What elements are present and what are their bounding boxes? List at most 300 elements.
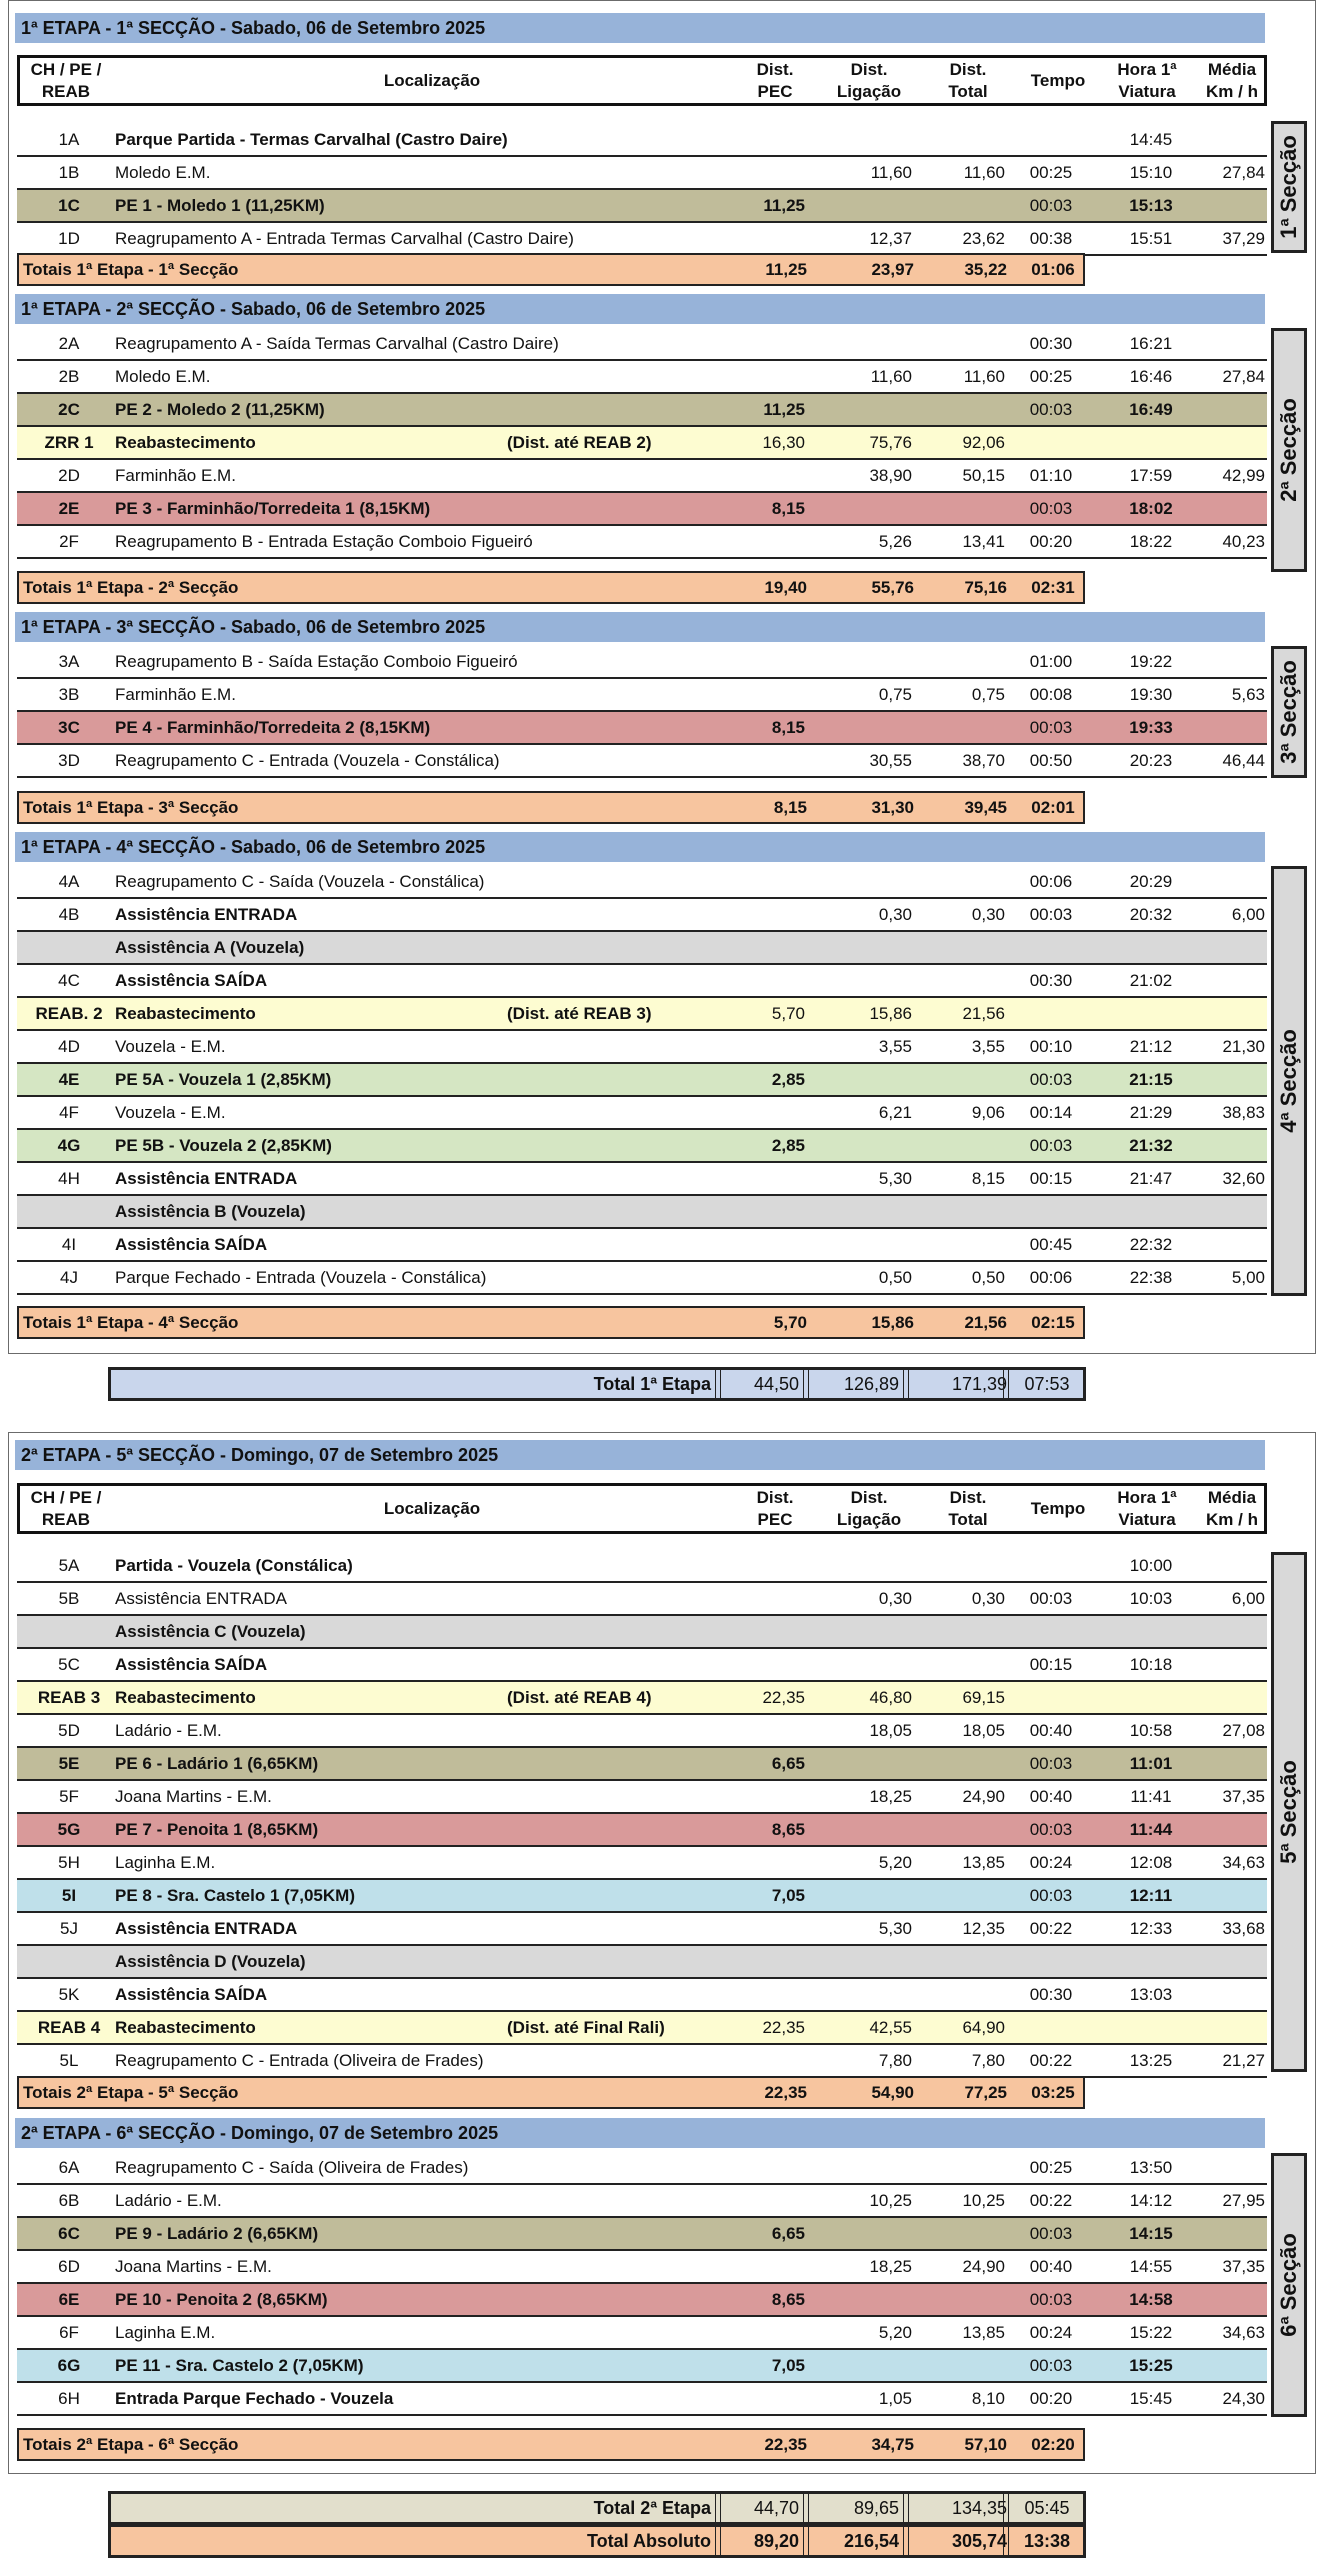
- cell-ch: 4F: [59, 1103, 79, 1122]
- cell-tempo: [1015, 2012, 1087, 2043]
- grand-separator: [803, 1370, 809, 1398]
- cell-tot: 0,50: [971, 1268, 1005, 1287]
- cell-media: [1199, 2152, 1265, 2183]
- cell-pec: [741, 1946, 805, 1977]
- table-row: [17, 361, 1267, 394]
- cell-hora: [1107, 2012, 1195, 2043]
- cell-tempo: 00:03: [1029, 1589, 1073, 1608]
- cell-lig: 5,20: [878, 1853, 912, 1872]
- cell-tot: [925, 932, 1005, 963]
- cell-pec: [741, 1550, 805, 1581]
- cell-tot: 3,55: [971, 1037, 1005, 1056]
- cell-hora: [1107, 427, 1195, 458]
- cell-media: 27,84: [1222, 367, 1265, 386]
- cell-ch: 5B: [58, 1589, 80, 1608]
- cell-tot: 10,25: [962, 2191, 1005, 2210]
- cell-tot: [925, 1880, 1005, 1911]
- cell-pec: 8,15: [771, 499, 805, 518]
- cell-hora: 12:33: [1129, 1919, 1173, 1938]
- cell-loc: Reabastecimento: [115, 2018, 256, 2037]
- table-row: [17, 1781, 1267, 1814]
- cell-lig: 5,30: [878, 1919, 912, 1938]
- cell-media: 34,63: [1222, 2323, 1265, 2342]
- cell-hora: 16:21: [1129, 334, 1173, 353]
- cell-lig: [822, 1748, 912, 1779]
- cell-loc: Joana Martins - E.M.: [115, 1787, 272, 1806]
- cell-media: [1199, 2350, 1265, 2381]
- table-row: [17, 1979, 1267, 2012]
- section-side-text: 6ª Secção: [1276, 2233, 1301, 2337]
- cell-media: 34,63: [1222, 1853, 1265, 1872]
- cell-tempo: 00:24: [1029, 1853, 1073, 1872]
- totals-label: Totais 2ª Etapa - 6ª Secção: [23, 2435, 239, 2454]
- totals-label: Totais 1ª Etapa - 2ª Secção: [23, 578, 239, 597]
- cell-tot: [925, 2284, 1005, 2315]
- totals-tempo: 02:31: [1031, 578, 1075, 597]
- cell-loc: Laginha E.M.: [115, 1853, 216, 1872]
- cell-tot: [925, 124, 1005, 155]
- cell-pec: [741, 2185, 805, 2216]
- cell-tempo: 00:20: [1029, 2389, 1073, 2408]
- cell-ch: 6G: [57, 2356, 81, 2375]
- cell-lig: 5,20: [878, 2323, 912, 2342]
- cell-hora: 10:58: [1129, 1721, 1173, 1740]
- cell-lig: [822, 646, 912, 677]
- grand-total-etapa1: [108, 1367, 1086, 1401]
- cell-media: [1199, 427, 1265, 458]
- section-totals-row: [17, 791, 1085, 824]
- cell-pec: [741, 223, 805, 254]
- cell-loc: Reagrupamento A - Entrada Termas Carvalhal (Castro Daire): [115, 229, 574, 248]
- cell-media: 37,35: [1222, 1787, 1265, 1806]
- cell-hora: 17:59: [1129, 466, 1173, 485]
- cell-hora: 15:51: [1129, 229, 1173, 248]
- cell-pec: [741, 866, 805, 897]
- cell-pec: 7,05: [771, 1886, 805, 1905]
- cell-tempo: 00:30: [1029, 1985, 1073, 2004]
- table-row: [17, 1064, 1267, 1097]
- cell-loc: Laginha E.M.: [115, 2323, 216, 2342]
- cell-tot: 11,60: [963, 367, 1005, 386]
- cell-ch: 2E: [58, 499, 80, 518]
- cell-hora: [1107, 1616, 1195, 1647]
- section-side-text: 3ª Secção: [1276, 660, 1301, 764]
- cell-lig: 1,05: [878, 2389, 912, 2408]
- totals-lig: 23,97: [871, 260, 914, 279]
- cell-tot: 64,90: [962, 2018, 1005, 2037]
- cell-ch: 1B: [58, 163, 80, 182]
- cell-loc: Reagrupamento C - Entrada (Oliveira de Frades): [115, 2051, 484, 2070]
- cell-hora: 21:02: [1129, 971, 1173, 990]
- cell-media: [1199, 998, 1265, 1029]
- cell-ch: 5A: [58, 1556, 80, 1575]
- cell-pec: [741, 157, 805, 188]
- cell-ch: REAB. 2: [35, 1004, 103, 1023]
- cell-ch: 2F: [59, 532, 79, 551]
- cell-loc: Farminhão E.M.: [115, 466, 236, 485]
- cell-ch: 1D: [58, 229, 80, 248]
- cell-lig: 5,30: [878, 1169, 912, 1188]
- table-row: [17, 2218, 1267, 2251]
- cell-lig: [822, 1064, 912, 1095]
- cell-hora: 18:22: [1129, 532, 1173, 551]
- cell-tempo: 00:03: [1029, 1820, 1073, 1839]
- grand-lig: 126,89: [843, 1374, 899, 1394]
- totals-tempo: 03:25: [1031, 2083, 1075, 2102]
- section-title-band: 2ª ETAPA - 5ª SECÇÃO - Domingo, 07 de Setembro 2025: [15, 1440, 1265, 1470]
- cell-loc: PE 5B - Vouzela 2 (2,85KM): [115, 1136, 332, 1155]
- cell-loc: Entrada Parque Fechado - Vouzela: [115, 2389, 394, 2408]
- totals-label: Totais 2ª Etapa - 5ª Secção: [23, 2083, 239, 2102]
- cell-tot: 0,30: [971, 905, 1005, 924]
- section-side-text: 5ª Secção: [1276, 1760, 1301, 1864]
- cell-media: [1199, 2284, 1265, 2315]
- cell-lig: [822, 124, 912, 155]
- table-row: [17, 1550, 1267, 1583]
- cell-media: [1199, 965, 1265, 996]
- cell-ch: 6B: [58, 2191, 80, 2210]
- grand-separator: [1003, 1370, 1009, 1398]
- column-header-loc: Localização: [383, 1498, 481, 1518]
- cell-media: [1199, 394, 1265, 425]
- section-title-band: 1ª ETAPA - 1ª SECÇÃO - Sabado, 06 de Setembro 2025: [15, 13, 1265, 43]
- cell-media: 6,00: [1231, 1589, 1265, 1608]
- cell-lig: 30,55: [869, 751, 912, 770]
- cell-ch: 6A: [58, 2158, 80, 2177]
- cell-note: (Dist. até REAB 3): [507, 1004, 652, 1023]
- cell-hora: 21:15: [1129, 1070, 1173, 1089]
- cell-tempo: 00:03: [1029, 905, 1073, 924]
- cell-lig: [822, 2284, 912, 2315]
- grand-tot: 305,74: [951, 2531, 1007, 2551]
- cell-tot: [925, 493, 1005, 524]
- cell-ch: 5G: [57, 1820, 81, 1839]
- column-header-media: Média Km / h: [1206, 1487, 1258, 1529]
- column-header: [17, 1483, 1267, 1534]
- cell-media: 21,27: [1222, 2051, 1265, 2070]
- cell-loc: Assistência ENTRADA: [115, 1589, 287, 1608]
- section-totals-row: [17, 2076, 1085, 2109]
- grand-separator: [715, 2527, 721, 2555]
- totals-lig: 55,76: [871, 578, 914, 597]
- cell-loc: PE 5A - Vouzela 1 (2,85KM): [115, 1070, 332, 1089]
- cell-ch: 5K: [58, 1985, 80, 2004]
- table-row: [17, 328, 1267, 361]
- cell-pec: [741, 1262, 805, 1293]
- cell-lig: [822, 328, 912, 359]
- section-totals-row: [17, 571, 1085, 604]
- grand-pec: 44,70: [753, 2498, 799, 2518]
- cell-tot: [925, 1748, 1005, 1779]
- cell-media: [1199, 1229, 1265, 1260]
- cell-pec: [741, 460, 805, 491]
- section-side-label: [1271, 646, 1307, 778]
- cell-tempo: 00:14: [1029, 1103, 1073, 1122]
- totals-pec: 19,40: [764, 578, 807, 597]
- cell-ch: 2D: [58, 466, 80, 485]
- cell-lig: 18,05: [869, 1721, 912, 1740]
- cell-hora: 20:23: [1129, 751, 1173, 770]
- cell-loc: Parque Partida - Termas Carvalhal (Castro Daire): [115, 130, 508, 149]
- section-side-label: [1271, 328, 1307, 572]
- cell-loc: PE 6 - Ladário 1 (6,65KM): [115, 1754, 319, 1773]
- cell-pec: [741, 1229, 805, 1260]
- cell-tot: 11,60: [963, 163, 1005, 182]
- cell-lig: 0,50: [878, 1268, 912, 1287]
- cell-hora: 10:03: [1129, 1589, 1173, 1608]
- cell-loc: Reagrupamento C - Saída (Oliveira de Frades): [115, 2158, 469, 2177]
- cell-tempo: 00:08: [1029, 685, 1073, 704]
- column-header-hora: Hora 1ª Viatura: [1117, 59, 1177, 101]
- section-totals-row: [17, 2428, 1085, 2461]
- totals-pec: 22,35: [764, 2083, 807, 2102]
- cell-lig: 38,90: [869, 466, 912, 485]
- cell-media: 6,00: [1231, 905, 1265, 924]
- grand-total-absoluto: [108, 2524, 1086, 2558]
- cell-tot: 13,41: [962, 532, 1005, 551]
- cell-loc: PE 1 - Moledo 1 (11,25KM): [115, 196, 325, 215]
- cell-tot: 8,15: [971, 1169, 1005, 1188]
- column-header-ch: CH / PE / REAB: [30, 1487, 102, 1529]
- totals-tot: 21,56: [964, 1313, 1007, 1332]
- cell-loc: PE 9 - Ladário 2 (6,65KM): [115, 2224, 319, 2243]
- cell-media: 27,84: [1222, 163, 1265, 182]
- cell-media: [1199, 1682, 1265, 1713]
- cell-tempo: 00:40: [1029, 1787, 1073, 1806]
- cell-lig: [822, 2218, 912, 2249]
- column-header-loc: Localização: [383, 70, 481, 90]
- cell-pec: [741, 1781, 805, 1812]
- table-row: [17, 1913, 1267, 1946]
- cell-lig: [822, 1196, 912, 1227]
- cell-tempo: [1015, 1946, 1087, 1977]
- table-row: [17, 1229, 1267, 1262]
- cell-media: [1199, 1748, 1265, 1779]
- cell-media: [1199, 1880, 1265, 1911]
- cell-pec: [741, 1979, 805, 2010]
- cell-loc: Assistência ENTRADA: [115, 905, 298, 924]
- table-row: [17, 2045, 1267, 2078]
- column-header-ch: CH / PE / REAB: [30, 59, 102, 101]
- grand-separator: [903, 2494, 909, 2522]
- cell-tot: 24,90: [962, 1787, 1005, 1806]
- cell-ch: 5D: [58, 1721, 80, 1740]
- cell-ch: 1A: [58, 130, 80, 149]
- cell-pec: 5,70: [771, 1004, 805, 1023]
- cell-pec: 11,25: [763, 196, 805, 215]
- cell-tempo: 00:24: [1029, 2323, 1073, 2342]
- totals-pec: 22,35: [764, 2435, 807, 2454]
- cell-tempo: 00:15: [1029, 1169, 1073, 1188]
- cell-media: [1199, 1196, 1265, 1227]
- cell-tot: 50,15: [962, 466, 1005, 485]
- cell-media: [1199, 1649, 1265, 1680]
- cell-lig: [822, 1979, 912, 2010]
- cell-lig: [822, 190, 912, 221]
- cell-tot: [925, 1196, 1005, 1227]
- cell-loc: Assistência ENTRADA: [115, 1169, 298, 1188]
- cell-media: 32,60: [1222, 1169, 1265, 1188]
- cell-hora: 19:30: [1129, 685, 1173, 704]
- totals-tempo: 01:06: [1031, 260, 1075, 279]
- cell-media: 5,00: [1231, 1268, 1265, 1287]
- cell-ch: 3A: [58, 652, 80, 671]
- cell-hora: 11:01: [1129, 1754, 1173, 1773]
- totals-pec: 8,15: [773, 798, 807, 817]
- cell-pec: [741, 526, 805, 557]
- cell-pec: [741, 1715, 805, 1746]
- cell-ch: 6H: [58, 2389, 80, 2408]
- cell-hora: 21:29: [1129, 1103, 1173, 1122]
- totals-lig: 15,86: [871, 1313, 914, 1332]
- cell-tot: 23,62: [962, 229, 1005, 248]
- cell-ch: 6E: [58, 2290, 80, 2309]
- table-row: [17, 190, 1267, 223]
- cell-tot: 8,10: [971, 2389, 1005, 2408]
- cell-loc: Reagrupamento C - Saída (Vouzela - Constálica): [115, 872, 485, 891]
- cell-pec: 7,05: [771, 2356, 805, 2375]
- cell-lig: [822, 1649, 912, 1680]
- cell-loc: Assistência SAÍDA: [115, 1235, 268, 1254]
- cell-hora: [1107, 932, 1195, 963]
- table-row: [17, 745, 1267, 778]
- cell-tempo: [1015, 1196, 1087, 1227]
- totals-tot: 35,22: [964, 260, 1007, 279]
- grand-label: Total Absoluto: [587, 2531, 711, 2551]
- cell-tempo: 00:22: [1029, 1919, 1073, 1938]
- cell-tempo: 00:03: [1029, 1886, 1073, 1905]
- cell-tempo: 00:03: [1029, 2290, 1073, 2309]
- column-header-pec: Dist. PEC: [756, 1487, 794, 1529]
- cell-loc: PE 4 - Farminhão/Torredeita 2 (8,15KM): [115, 718, 431, 737]
- table-row: [17, 1847, 1267, 1880]
- grand-label: Total 2ª Etapa: [593, 2498, 711, 2518]
- cell-tempo: 00:25: [1029, 163, 1073, 182]
- cell-ch: 4C: [58, 971, 80, 990]
- cell-hora: 13:25: [1129, 2051, 1173, 2070]
- cell-pec: [741, 124, 805, 155]
- cell-ch: 1C: [58, 196, 80, 215]
- cell-loc: PE 11 - Sra. Castelo 2 (7,05KM): [115, 2356, 364, 2375]
- cell-media: 27,08: [1222, 1721, 1265, 1740]
- cell-pec: [741, 1163, 805, 1194]
- cell-tot: [925, 1229, 1005, 1260]
- cell-pec: 22,35: [762, 2018, 805, 2037]
- cell-pec: [741, 965, 805, 996]
- cell-tempo: 00:03: [1029, 718, 1073, 737]
- column-header-tot: Dist. Total: [948, 1487, 988, 1529]
- cell-loc: PE 2 - Moledo 2 (11,25KM): [115, 400, 325, 419]
- totals-label: Totais 1ª Etapa - 1ª Secção: [23, 260, 239, 279]
- column-header-lig: Dist. Ligação: [836, 59, 902, 101]
- cell-media: 37,35: [1222, 2257, 1265, 2276]
- table-row: [17, 2284, 1267, 2317]
- cell-lig: 18,25: [869, 1787, 912, 1806]
- totals-lig: 31,30: [871, 798, 914, 817]
- cell-loc: Vouzela - E.M.: [115, 1037, 226, 1056]
- cell-pec: [741, 1031, 805, 1062]
- cell-pec: 2,85: [771, 1070, 805, 1089]
- cell-media: [1199, 1550, 1265, 1581]
- grand-tot: 171,39: [951, 1374, 1007, 1394]
- totals-lig: 54,90: [871, 2083, 914, 2102]
- cell-loc: Assistência A (Vouzela): [115, 938, 305, 957]
- grand-separator: [1003, 2494, 1009, 2522]
- totals-tempo: 02:01: [1031, 798, 1075, 817]
- page-etapa-2: [8, 1432, 1316, 2474]
- cell-tempo: 00:40: [1029, 1721, 1073, 1740]
- grand-separator: [903, 2527, 909, 2555]
- cell-lig: [822, 2152, 912, 2183]
- totals-pec: 5,70: [773, 1313, 807, 1332]
- table-row: [17, 1880, 1267, 1913]
- cell-ch: 5L: [59, 2051, 79, 2070]
- cell-hora: [1107, 1682, 1195, 1713]
- cell-loc: Assistência D (Vouzela): [115, 1952, 306, 1971]
- grand-pec: 89,20: [753, 2531, 799, 2551]
- cell-loc: PE 7 - Penoita 1 (8,65KM): [115, 1820, 319, 1839]
- grand-tempo: 13:38: [1023, 2531, 1071, 2551]
- cell-tempo: [1015, 932, 1087, 963]
- cell-pec: [741, 1913, 805, 1944]
- grand-tempo: 05:45: [1024, 2498, 1070, 2518]
- section-side-text: 1ª Secção: [1276, 135, 1301, 239]
- grand-separator: [903, 1370, 909, 1398]
- cell-ch: ZRR 1: [44, 433, 94, 452]
- section-totals-row: [17, 1306, 1085, 1339]
- table-row: [17, 2251, 1267, 2284]
- cell-pec: 8,65: [771, 1820, 805, 1839]
- cell-ch: 6F: [59, 2323, 79, 2342]
- cell-tot: [925, 1130, 1005, 1161]
- grand-lig: 216,54: [843, 2531, 899, 2551]
- cell-tot: [925, 2218, 1005, 2249]
- cell-tempo: [1015, 427, 1087, 458]
- cell-tempo: 00:22: [1029, 2191, 1073, 2210]
- cell-media: [1199, 190, 1265, 221]
- cell-media: [1199, 712, 1265, 743]
- section-side-label: [1271, 1552, 1307, 2072]
- cell-hora: 20:29: [1129, 872, 1173, 891]
- cell-ch: 4J: [60, 1268, 78, 1287]
- cell-media: 42,99: [1222, 466, 1265, 485]
- column-header-tot: Dist. Total: [948, 59, 988, 101]
- table-row: [17, 2185, 1267, 2218]
- section-side-text: 2ª Secção: [1276, 398, 1301, 502]
- cell-loc: Assistência SAÍDA: [115, 971, 268, 990]
- cell-media: [1199, 646, 1265, 677]
- section-side-text: 4ª Secção: [1276, 1029, 1301, 1133]
- cell-tempo: [1015, 1682, 1087, 1713]
- table-row: [17, 526, 1267, 559]
- cell-hora: 20:32: [1129, 905, 1173, 924]
- cell-tempo: 00:20: [1029, 532, 1073, 551]
- cell-loc: Partida - Vouzela (Constálica): [115, 1556, 353, 1575]
- cell-hora: 15:10: [1129, 163, 1173, 182]
- section-side-label: [1271, 866, 1307, 1296]
- cell-lig: [822, 1130, 912, 1161]
- cell-lig: 0,75: [878, 685, 912, 704]
- cell-media: [1199, 2218, 1265, 2249]
- cell-tempo: 01:00: [1029, 652, 1073, 671]
- cell-media: 5,63: [1231, 685, 1265, 704]
- cell-loc: Assistência SAÍDA: [115, 1985, 268, 2004]
- cell-ch: REAB 4: [37, 2018, 101, 2037]
- cell-tempo: 00:15: [1029, 1655, 1073, 1674]
- column-header: [17, 55, 1267, 106]
- cell-media: [1199, 493, 1265, 524]
- table-row: [17, 1748, 1267, 1781]
